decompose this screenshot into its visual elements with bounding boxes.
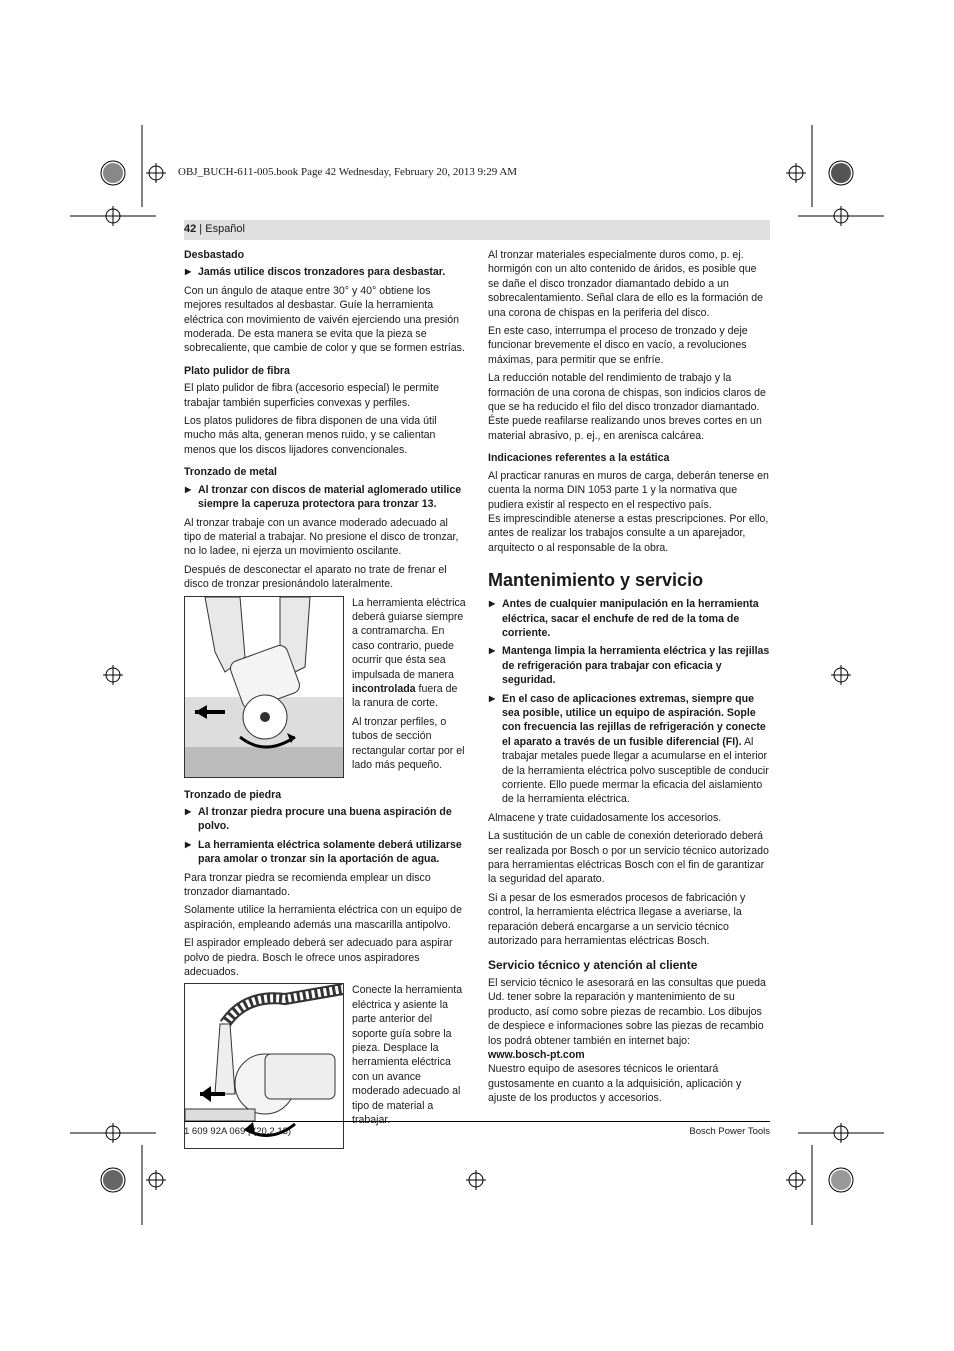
paragraph: Al tronzar perfiles, o tubos de sección rectangular cortar por el lado más pequeño. — [352, 715, 465, 771]
bullet-warning: ▶ Al tronzar piedra procure una buena aspiración de polvo. — [184, 805, 466, 834]
page-header-bar — [184, 220, 770, 240]
bullet-warning: ▶ Al tronzar con discos de material aglomerado utilice siempre la caperuza protectora para tronzar 13. — [184, 483, 466, 512]
chapter-title: Mantenimiento y servicio — [488, 570, 704, 591]
left-column — [184, 248, 466, 1159]
paragraph: Al tronzar trabaje con un avance moderado adecuado al tipo de material a trabajar. No presione el disco de tronzar, no lo ladee, ni ejerza un movimiento oscilante. — [184, 516, 459, 558]
figure-text — [352, 596, 466, 778]
bullet-warning: ▶ Jamás utilice discos tronzadores para desbastar. — [184, 265, 466, 279]
print-info-line: OBJ_BUCH-611-005.book Page 42 Wednesday, February 20, 2013 9:29 AM — [178, 166, 518, 178]
paragraph: Al tronzar materiales especialmente duros como, p. ej. hormigón con un alto contenido de áridos, es posible que se dañe el disco tronzador diamantado debido a un sobrecalentamiento. Señal clara de ello es la formación de una corona de chispas en la periferia del disco. — [488, 249, 764, 319]
paragraph: Si a pesar de los esmerados procesos de fabricación y control, la herramienta eléctrica llegase a averiarse, la reparación deberá encargarse a un servicio técnico autorizado para herramientas eléctricas Bosch. — [488, 891, 746, 948]
paragraph: El servicio técnico le asesorará en las consultas que pueda Ud. tener sobre la reparación y mantenimiento de su producto, así como sobre piezas de recambio. Los dibujos de despiece e informaciones sobre las piezas de recambio los podrá obtener también en internet bajo: — [488, 976, 766, 1047]
footer-rule — [184, 1121, 770, 1122]
paragraph: La sustitución de un cable de conexión deteriorado deberá ser realizada por Bosch o por un servicio técnico autorizado para herramientas eléctricas Bosch con el fin de garantizar la seguridad del aparato. — [488, 830, 769, 886]
paragraph: Para tronzar piedra se recomienda emplear un disco tronzador diamantado. — [184, 871, 431, 898]
right-column — [488, 248, 770, 1110]
paragraph: Solamente utilice la herramienta eléctrica con un equipo de aspiración, empleando además una mascarilla antipolvo. — [184, 904, 462, 931]
stone-cutting-illustration — [184, 983, 344, 1149]
bullet-warning: ▶ La herramienta eléctrica solamente deberá utilizarse para amolar o tronzar sin la aportación de agua. — [184, 838, 466, 867]
figure-row-stone — [184, 983, 466, 1149]
paragraph: El plato pulidor de fibra (accesorio especial) le permite trabajar también superficies convexas y perfiles. — [184, 382, 439, 409]
section-title: Tronzado de piedra — [184, 788, 282, 801]
metal-cutting-illustration — [184, 596, 344, 778]
section-title: Tronzado de metal — [184, 466, 278, 479]
paragraph: En este caso, interrumpa el proceso de tronzado y deje funcionar brevemente el disco en vacío, a revoluciones máximas, para permitir que se enfríe. — [488, 325, 748, 366]
section-title: Plato pulidor de fibra — [184, 364, 290, 377]
figure-text — [352, 983, 466, 1149]
bullet-warning: ▶ Antes de cualquier manipulación en la herramienta eléctrica, sacar el enchufe de red de la toma de corriente. — [488, 597, 770, 640]
paragraph: Con un ángulo de ataque entre 30° y 40° obtiene los mejores resultados al desbastar. Guíe la herramienta eléctrica con movimiento de vaivén ejerciendo una presión moderada. De esta manera se evita que la pieza se sobrecaliente, que cambie de color y que se formen estrías. — [184, 284, 465, 355]
paragraph: El aspirador empleado deberá ser adecuado para aspirar polvo de piedra. Bosch le ofrece unos aspiradores adecuados. — [184, 937, 453, 978]
paragraph: La reducción notable del rendimiento de trabajo y la formación de una corona de chispas, son indicios claros de que se ha reducido el filo del disco tronzador diamantado. Éste puede reafilarse realizando unos breves cortes en un material abrasivo, p. ej., en arenisca calcárea. — [488, 372, 766, 442]
section-title: Indicaciones referentes a la estática — [488, 452, 670, 465]
bullet-warning: ▶ Mantenga limpia la herramienta eléctrica y las rejillas de refrigeración para trabajar con eficacia y seguridad. — [488, 644, 770, 687]
footer-left: 1 609 92A 069 | (20.2.13) — [184, 1126, 292, 1137]
paragraph: Al practicar ranuras en muros de carga, deberán tenerse en cuenta la norma DIN 1053 parte 1 y la normativa que pudiera existir al respecto en el respectivo país. — [488, 469, 769, 511]
website-link[interactable]: www.bosch-pt.com — [488, 1048, 585, 1061]
paragraph: Almacene y trate cuidadosamente los accesorios. — [488, 811, 722, 824]
paragraph: Después de desconectar el aparato no trate de frenar el disco de tronzar presionándolo lateralmente. — [184, 563, 447, 591]
bullet-warning: ▶ En el caso de aplicaciones extremas, siempre que sea posible, utilice un equipo de aspiración. Sople con frecuencia las rejillas de refrigeración y conecte el aparato a través de un fusible diferencial (FI). Al trabajar metales puede llegar a acumularse en el interior de la herramienta eléctrica polvo susceptible de conducir corriente. Ello puede mermar la eficacia del aislamiento de la herramienta eléctrica. — [488, 692, 770, 807]
footer-right: Bosch Power Tools — [689, 1126, 770, 1137]
paragraph: Conecte la herramienta eléctrica y asiente la parte anterior del soporte guía sobre la pieza. Desplace la herramienta eléctrica con un avance moderado adecuado al tipo de material a — [352, 984, 463, 1112]
page-header: 42 | Español — [184, 223, 245, 235]
paragraph: Nuestro equipo de asesores técnicos le orientará gustosamente en cuanto a la adquisición, aplicación y ajuste de los productos y accesorios. — [488, 1063, 742, 1105]
paragraph: La herramienta eléctrica deberá guiarse siempre a contramarcha. En caso contrario, puede ocurrir que ésta sea impulsada de manera incontrolada fuera de la ranura de corte. — [352, 596, 466, 710]
figure-row-metal — [184, 596, 466, 778]
paragraph: Los platos pulidores de fibra disponen de una vida útil mucho más alta, generan menos ruido, y se calientan menos que los discos lijadores convencionales. — [184, 415, 437, 456]
paragraph: Es imprescindible atenerse a estas prescripciones. Por ello, antes de realizar los trabajos consulte a un aparejador, arquitecto o al responsable de la obra. — [488, 512, 769, 554]
subsection-title: Servicio técnico y atención al cliente — [488, 958, 698, 973]
section-title: Desbastado — [184, 249, 245, 261]
